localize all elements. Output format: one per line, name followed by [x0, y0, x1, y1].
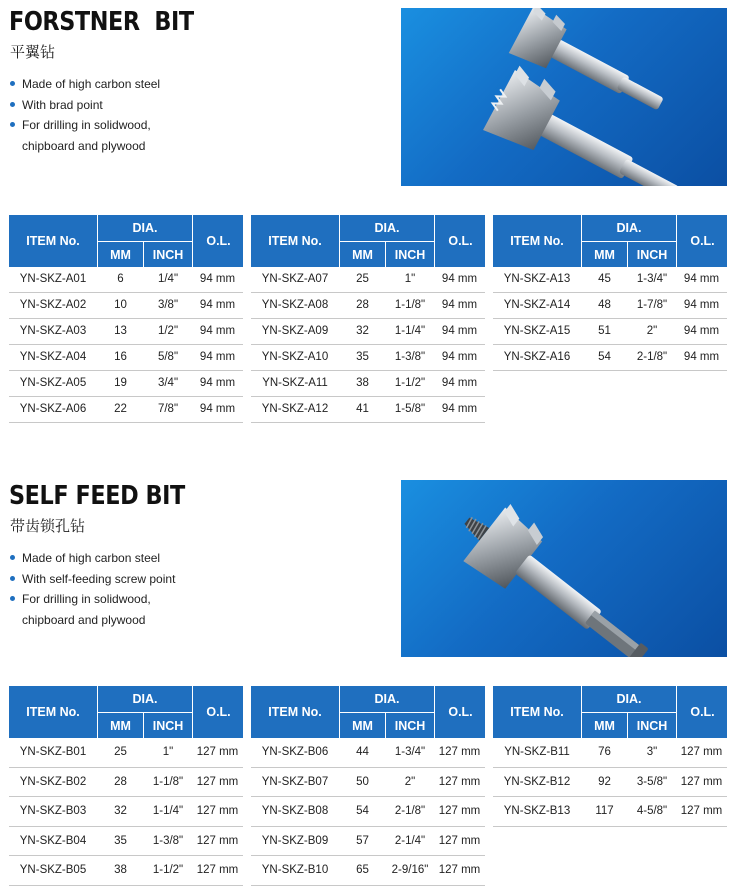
cell-ol: 127 mm	[196, 775, 239, 788]
feature-list-self-feed	[10, 548, 175, 630]
table-row	[251, 397, 485, 423]
table-row	[493, 267, 727, 293]
table-row	[493, 738, 727, 768]
cell-inch: 1/4"	[157, 273, 179, 285]
header-mm: MM	[582, 242, 628, 267]
cell-mm: 76	[598, 746, 611, 758]
cell-mm: 51	[598, 325, 611, 337]
cell-ol: 94 mm	[441, 299, 478, 311]
table-row	[493, 319, 727, 345]
cell-ol: 94 mm	[683, 351, 720, 363]
cell-item: YN-SKZ-B04	[19, 834, 87, 847]
cell-inch: 2"	[646, 325, 658, 337]
table-row	[9, 768, 243, 798]
cell-inch: 1"	[404, 273, 416, 285]
cell-item: YN-SKZ-A16	[503, 351, 571, 363]
cell-mm: 6	[117, 273, 124, 285]
cell-ol: 94 mm	[441, 351, 478, 363]
header-mm: MM	[98, 242, 144, 267]
cell-mm: 32	[114, 805, 127, 817]
cell-ol: 127 mm	[438, 834, 481, 847]
cell-inch: 1-5/8"	[394, 403, 426, 415]
cell-inch: 1-3/8"	[394, 351, 426, 363]
cell-inch: 1-7/8"	[636, 299, 668, 311]
cell-mm: 92	[598, 775, 611, 788]
cell-item: YN-SKZ-B07	[261, 775, 329, 788]
table-row	[251, 856, 485, 886]
cell-item: YN-SKZ-A12	[261, 403, 329, 415]
cell-mm: 54	[598, 351, 611, 363]
header-item-no: ITEM No.	[251, 686, 340, 738]
forstner-bit-photo	[401, 8, 727, 186]
cell-ol: 94 mm	[199, 299, 236, 311]
forstner-bit-illustration	[401, 8, 727, 186]
header-dia: DIA.	[98, 215, 192, 242]
cell-ol: 94 mm	[683, 299, 720, 311]
cell-inch: 3"	[646, 746, 658, 758]
spec-table-self-feed-1	[9, 686, 243, 886]
cell-inch: 3/4"	[157, 377, 179, 389]
table-header	[251, 686, 485, 738]
cell-inch: 1-1/2"	[152, 864, 184, 876]
table-header	[9, 686, 243, 738]
cell-mm: 25	[114, 746, 127, 758]
cell-item: YN-SKZ-A03	[19, 325, 87, 337]
feature-item: With brad point	[10, 95, 160, 116]
cell-ol: 127 mm	[680, 775, 723, 788]
cell-mm: 117	[595, 805, 614, 817]
cell-inch: 2-9/16"	[391, 864, 429, 876]
header-ol: O.L.	[192, 215, 244, 267]
header-dia: DIA.	[340, 215, 434, 242]
cell-item: YN-SKZ-B05	[19, 864, 87, 876]
cell-item: YN-SKZ-A04	[19, 351, 87, 363]
table-row	[9, 397, 243, 423]
header-mm: MM	[582, 713, 628, 738]
cell-mm: 45	[598, 273, 611, 285]
cell-mm: 35	[356, 351, 369, 363]
cell-mm: 54	[356, 805, 369, 817]
cell-inch: 3-5/8"	[636, 775, 668, 788]
cell-mm: 65	[356, 864, 369, 876]
spec-table-self-feed-2	[251, 686, 485, 886]
cell-mm: 41	[356, 403, 369, 415]
cell-mm: 16	[114, 351, 127, 363]
table-row	[251, 738, 485, 768]
cell-ol: 94 mm	[199, 351, 236, 363]
cell-mm: 57	[356, 834, 369, 847]
table-row	[251, 797, 485, 827]
table-row	[251, 319, 485, 345]
table-row	[251, 827, 485, 857]
cell-mm: 13	[114, 325, 127, 337]
header-ol: O.L.	[434, 686, 486, 738]
cell-mm: 25	[356, 273, 369, 285]
header-dia: DIA.	[98, 686, 192, 713]
cell-inch: 1/2"	[157, 325, 179, 337]
cell-inch: 1-1/4"	[394, 325, 426, 337]
cell-ol: 127 mm	[196, 864, 239, 876]
cell-inch: 1-1/2"	[394, 377, 426, 389]
cell-inch: 3/8"	[157, 299, 179, 311]
cell-ol: 94 mm	[199, 325, 236, 337]
cell-mm: 32	[356, 325, 369, 337]
cell-item: YN-SKZ-B06	[261, 746, 329, 758]
table-row	[251, 768, 485, 798]
cell-mm: 38	[114, 864, 127, 876]
section-subtitle-self-feed: 带齿锁孔钻	[10, 517, 86, 535]
cell-item: YN-SKZ-B09	[261, 834, 329, 847]
header-ol: O.L.	[192, 686, 244, 738]
self-feed-bit-photo	[401, 480, 727, 657]
feature-item: Made of high carbon steel	[10, 548, 175, 569]
cell-ol: 94 mm	[683, 273, 720, 285]
header-ol: O.L.	[434, 215, 486, 267]
table-row	[9, 827, 243, 857]
cell-ol: 94 mm	[199, 273, 236, 285]
cell-ol: 127 mm	[438, 864, 481, 876]
cell-ol: 127 mm	[680, 746, 723, 758]
feature-item: Made of high carbon steel	[10, 74, 160, 95]
header-mm: MM	[340, 242, 386, 267]
cell-item: YN-SKZ-B08	[261, 805, 329, 817]
header-mm: MM	[98, 713, 144, 738]
table-row	[9, 371, 243, 397]
header-dia: DIA.	[582, 686, 676, 713]
header-item-no: ITEM No.	[493, 215, 582, 267]
cell-ol: 94 mm	[441, 403, 478, 415]
table-row	[251, 293, 485, 319]
cell-item: YN-SKZ-A14	[503, 299, 571, 311]
cell-inch: 7/8"	[157, 403, 179, 415]
section-title-forstner: FORSTNER BIT	[9, 7, 194, 37]
header-item-no: ITEM No.	[493, 686, 582, 738]
cell-inch: 2"	[404, 775, 416, 788]
cell-ol: 94 mm	[199, 403, 236, 415]
cell-mm: 10	[114, 299, 127, 311]
table-row	[493, 345, 727, 371]
table-row	[251, 267, 485, 293]
header-inch: INCH	[636, 718, 668, 733]
spec-table-self-feed-3	[493, 686, 727, 827]
cell-item: YN-SKZ-B11	[504, 746, 570, 758]
header-item-no: ITEM No.	[9, 686, 98, 738]
table-row	[9, 797, 243, 827]
header-ol: O.L.	[676, 215, 728, 267]
cell-ol: 127 mm	[680, 805, 723, 817]
table-row	[251, 345, 485, 371]
cell-item: YN-SKZ-A02	[19, 299, 87, 311]
cell-ol: 94 mm	[441, 377, 478, 389]
cell-item: YN-SKZ-A05	[19, 377, 87, 389]
cell-mm: 28	[356, 299, 369, 311]
cell-ol: 127 mm	[438, 775, 481, 788]
header-inch: INCH	[636, 247, 668, 262]
header-inch: INCH	[152, 718, 184, 733]
header-inch: INCH	[152, 247, 184, 262]
cell-item: YN-SKZ-A15	[503, 325, 571, 337]
cell-ol: 94 mm	[441, 273, 478, 285]
spec-table-forstner-1	[9, 215, 243, 423]
cell-mm: 19	[114, 377, 127, 389]
cell-inch: 1-1/4"	[152, 805, 184, 817]
table-row	[493, 293, 727, 319]
cell-item: YN-SKZ-A06	[19, 403, 87, 415]
cell-mm: 35	[114, 834, 127, 847]
cell-ol: 94 mm	[441, 325, 478, 337]
cell-inch: 1-1/8"	[394, 299, 426, 311]
cell-mm: 50	[356, 775, 369, 788]
feature-item-continuation: chipboard and plywood	[22, 138, 146, 153]
table-header	[493, 686, 727, 738]
cell-mm: 38	[356, 377, 369, 389]
section-title-self-feed: SELF FEED BIT	[9, 481, 185, 511]
cell-inch: 2-1/8"	[394, 805, 426, 817]
feature-item: With self-feeding screw point	[10, 569, 175, 590]
table-header	[9, 215, 243, 267]
table-row	[9, 293, 243, 319]
table-row	[493, 797, 727, 827]
header-item-no: ITEM No.	[251, 215, 340, 267]
self-feed-bit-illustration	[401, 480, 727, 657]
table-row	[9, 738, 243, 768]
header-mm: MM	[340, 713, 386, 738]
cell-inch: 4-5/8"	[636, 805, 668, 817]
cell-item: YN-SKZ-A08	[261, 299, 329, 311]
table-row	[9, 856, 243, 886]
table-row	[9, 345, 243, 371]
cell-ol: 127 mm	[196, 746, 239, 758]
cell-inch: 1-3/8"	[152, 834, 184, 847]
cell-ol: 127 mm	[438, 805, 481, 817]
cell-mm: 44	[356, 746, 369, 758]
table-row	[9, 267, 243, 293]
cell-inch: 1-3/4"	[636, 273, 668, 285]
cell-ol: 127 mm	[438, 746, 481, 758]
cell-item: YN-SKZ-A11	[262, 377, 328, 389]
cell-inch: 1"	[162, 746, 174, 758]
cell-item: YN-SKZ-B01	[19, 746, 87, 758]
cell-item: YN-SKZ-B12	[503, 775, 571, 788]
header-dia: DIA.	[340, 686, 434, 713]
feature-item-continuation: chipboard and plywood	[22, 612, 146, 627]
cell-item: YN-SKZ-A09	[261, 325, 329, 337]
cell-inch: 1-1/8"	[152, 775, 184, 788]
table-row	[251, 371, 485, 397]
cell-item: YN-SKZ-A10	[261, 351, 329, 363]
header-ol: O.L.	[676, 686, 728, 738]
cell-inch: 5/8"	[157, 351, 179, 363]
cell-item: YN-SKZ-A13	[503, 273, 571, 285]
cell-mm: 48	[598, 299, 611, 311]
spec-table-forstner-2	[251, 215, 485, 423]
header-inch: INCH	[394, 718, 426, 733]
cell-item: YN-SKZ-A01	[19, 273, 87, 285]
cell-item: YN-SKZ-B10	[261, 864, 329, 876]
table-header	[251, 215, 485, 267]
cell-ol: 94 mm	[199, 377, 236, 389]
cell-item: YN-SKZ-B02	[19, 775, 87, 788]
header-dia: DIA.	[582, 215, 676, 242]
table-row	[9, 319, 243, 345]
table-row	[493, 768, 727, 798]
cell-item: YN-SKZ-A07	[261, 273, 329, 285]
cell-ol: 127 mm	[196, 805, 239, 817]
cell-inch: 2-1/4"	[394, 834, 426, 847]
spec-table-forstner-3	[493, 215, 727, 371]
header-inch: INCH	[394, 247, 426, 262]
section-subtitle-forstner: 平翼钻	[10, 43, 56, 61]
cell-ol: 94 mm	[683, 325, 720, 337]
feature-list-forstner	[10, 74, 160, 156]
header-item-no: ITEM No.	[9, 215, 98, 267]
feature-item: For drilling in solidwood,	[10, 589, 175, 610]
table-header	[493, 215, 727, 267]
cell-inch: 1-3/4"	[394, 746, 426, 758]
feature-item: For drilling in solidwood,	[10, 115, 160, 136]
cell-item: YN-SKZ-B13	[503, 805, 571, 817]
cell-item: YN-SKZ-B03	[19, 805, 87, 817]
cell-inch: 2-1/8"	[636, 351, 668, 363]
cell-mm: 22	[114, 403, 127, 415]
cell-mm: 28	[114, 775, 127, 788]
cell-ol: 127 mm	[196, 834, 239, 847]
